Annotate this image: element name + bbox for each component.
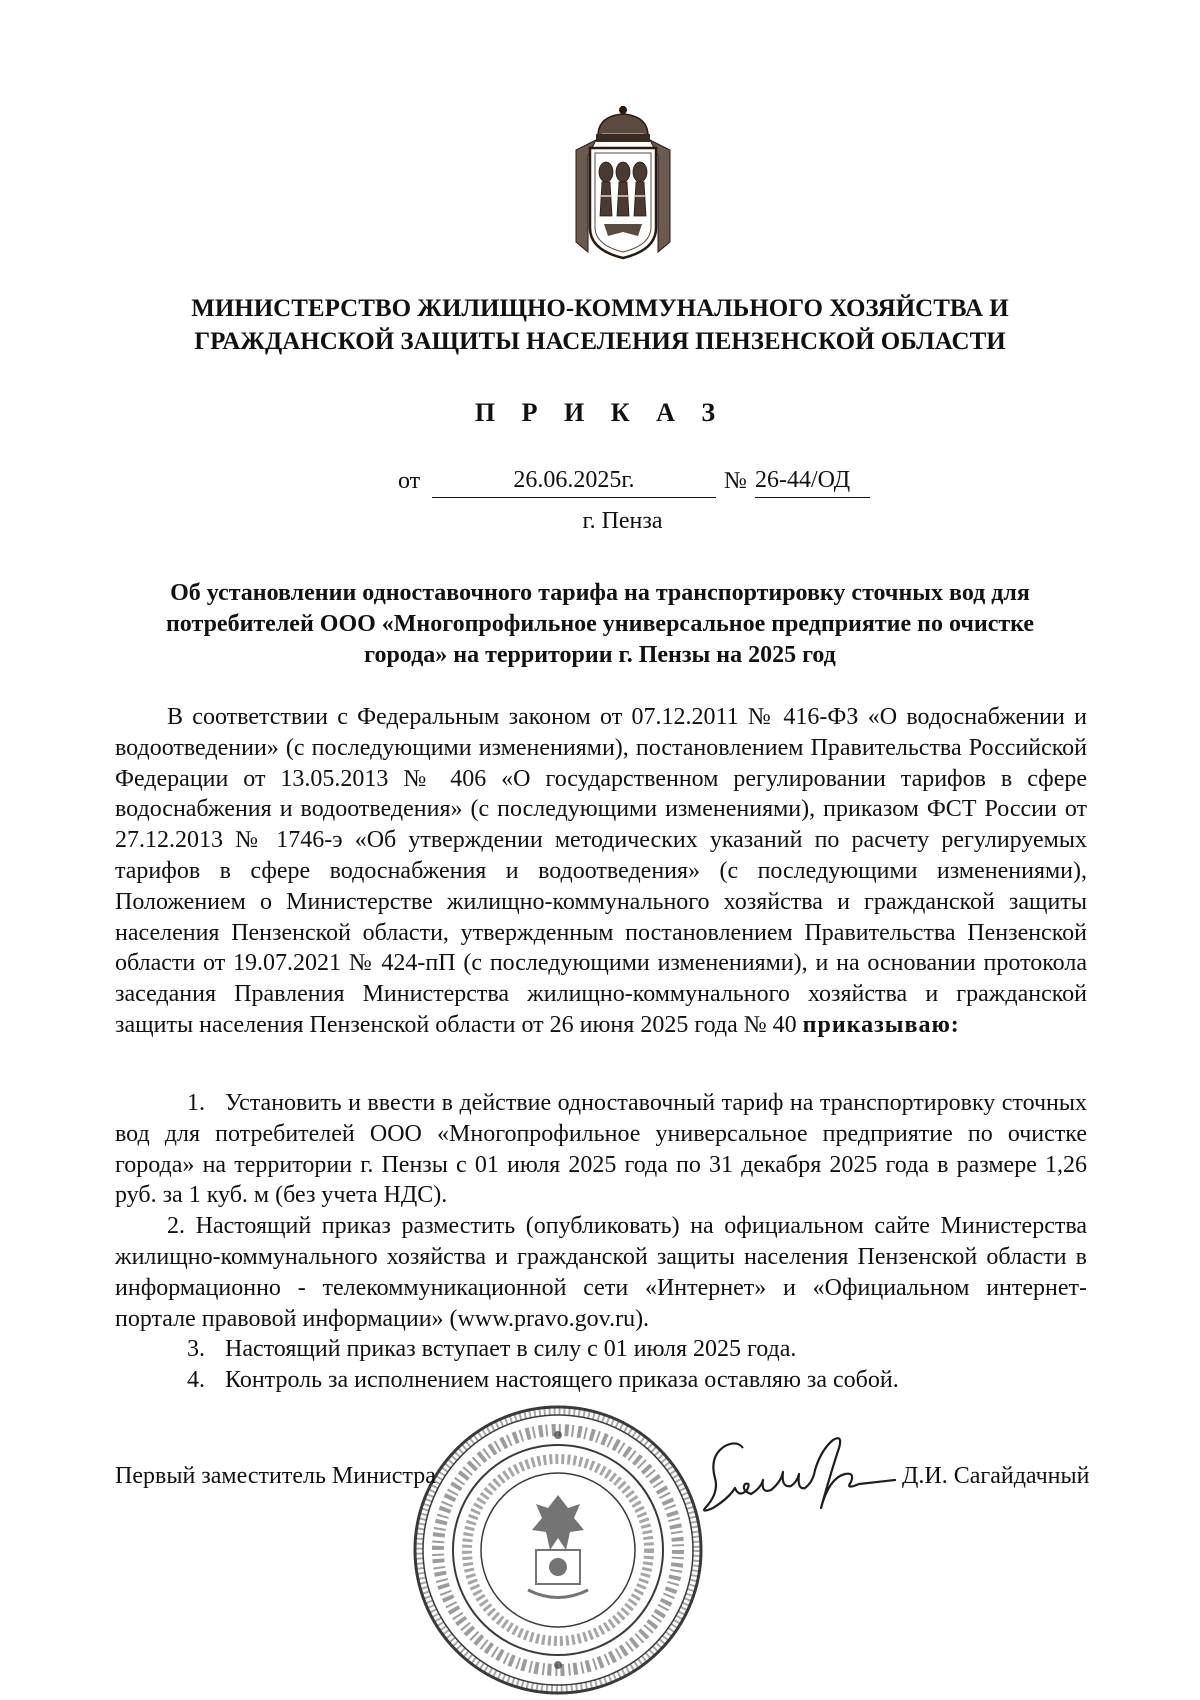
preamble-keyword: приказываю: (802, 1011, 960, 1038)
item-number: 2. (167, 1213, 185, 1240)
ministry-line-1: МИНИСТЕРСТВО ЖИЛИЩНО-КОММУНАЛЬНОГО ХОЗЯЙСТВА И (191, 295, 1009, 322)
order-items (115, 1088, 1087, 1396)
order-subject (120, 578, 1080, 671)
item-number: 1. (187, 1090, 205, 1116)
list-item (115, 1211, 1087, 1334)
order-date: 26.06.2025г. (432, 466, 716, 498)
ministry-line-2: ГРАЖДАНСКОЙ ЗАЩИТЫ НАСЕЛЕНИЯ ПЕНЗЕНСКОЙ ОБЛАСТИ (194, 328, 1006, 355)
date-prefix: от (398, 468, 421, 494)
handwritten-signature-icon (695, 1428, 930, 1528)
penza-coat-of-arms-icon (568, 104, 678, 264)
list-item (115, 1365, 1087, 1396)
preamble-text: В соответствии с Федеральным законом от 07.12.2011 № 416-ФЗ «О водоснабжении и водоотведении» (с последующими изменениями), постановлением Правительства Российской Федерации от 13.05.2013 № 406 «О государственном регулировании тарифов в сфере водоснабжения и водоотведения» (с последующими изменениями), приказом ФСТ России от 27.12.2013 № 1746-э «Об утверждении методических указаний по расчету регулируемых тарифов в сфере водоснабжения и водоотведения» (с последующими изменениями), Положением о Министерстве жилищно-коммунального хозяйства и гражданской защиты населения Пензенской области, утвержденным постановлением Правительства Пензенской области от 19.07.2021 № 424-пП (с последующими изменениями), и на основании протокола заседания Правления Министерства жилищно-коммунального хозяйства и гражданской защиты населения Пензенской области от 26 июня 2025 года № 40 (115, 704, 1087, 1038)
official-seal-icon (408, 1400, 708, 1700)
item-text: Установить и ввести в действие одноставочный тариф на транспортировку сточных вод для потребителей ООО «Многопрофильное универсальное предприятие по очистке города» на территории г. Пензы с 01 июля 2025 года по 31 декабря 2025 года в размере 1,26 руб. за 1 куб. м (без учета НДС). (115, 1090, 1087, 1209)
order-city: г. Пенза (582, 508, 663, 534)
subject-line-2: потребителей ООО «Многопрофильное универсальное предприятие по очистке (165, 611, 1035, 637)
signer-role: Первый заместитель Министра (115, 1463, 436, 1489)
item-text: Настоящий приказ вступает в силу с 01 июля 2025 года. (225, 1336, 797, 1363)
preamble-paragraph (115, 702, 1087, 1041)
item-number: 3. (187, 1336, 205, 1363)
order-number: 26-44/ОД (755, 466, 870, 498)
subject-line-3: города» на территории г. Пензы на 2025 год (364, 642, 836, 668)
list-item (115, 1334, 1087, 1365)
ministry-header (100, 292, 1100, 358)
item-text: Настоящий приказ разместить (опубликовать) на официальном сайте Министерства жилищно-коммунального хозяйства и гражданской защиты населения Пензенской области в информационно - телекоммуникационной сети «Интернет» и «Официальном интернет-портале правовой информации» (www.pravo.gov.ru). (115, 1213, 1088, 1332)
item-text: Контроль за исполнением настоящего приказа оставляю за собой. (225, 1367, 899, 1394)
document-type-title: П Р И К А З (474, 398, 726, 427)
signer-name: Д.И. Сагайдачный (902, 1463, 1090, 1489)
number-prefix: № (724, 468, 747, 494)
item-number: 4. (187, 1367, 205, 1394)
list-item (115, 1088, 1087, 1211)
subject-line-1: Об установлении одноставочного тарифа на транспортировку сточных вод для (170, 580, 1030, 606)
